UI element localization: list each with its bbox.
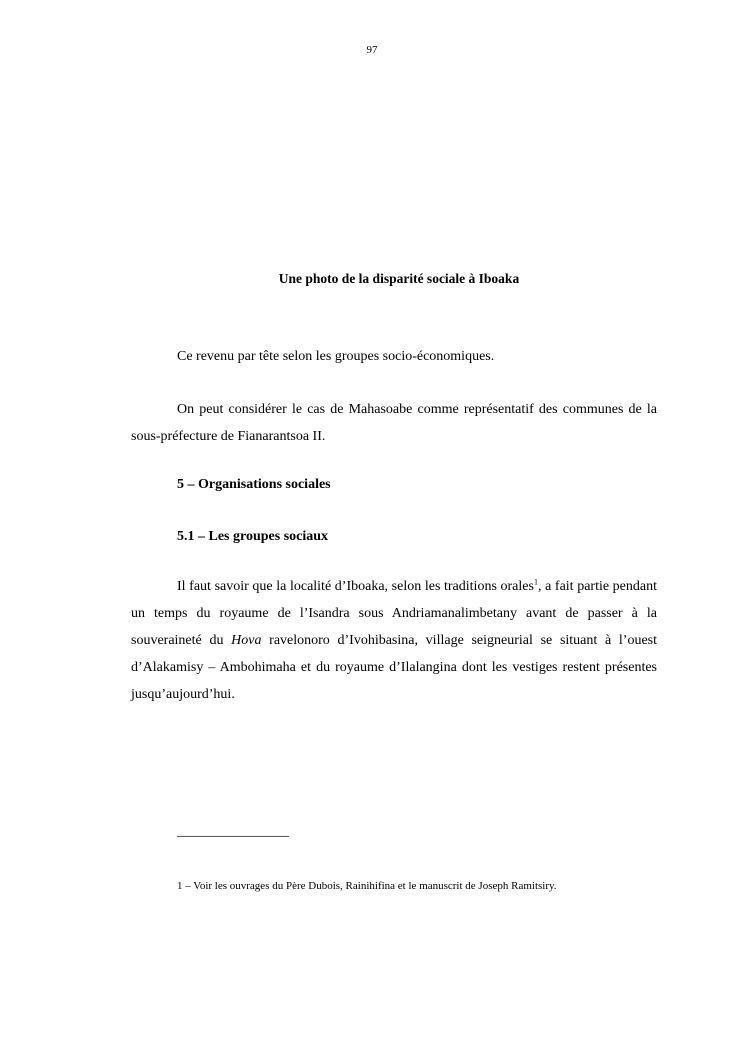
paragraph-iboaka-part2: , a fait partie pendant un temps du royaume de l’Isandra sous Andriamanalimbetany avant de passer à la souveraineté du (131, 579, 657, 648)
italic-hova: Hova (231, 633, 262, 648)
paragraph-revenu: Ce revenu par tête selon les groupes socio-économiques. (177, 349, 495, 364)
footnote-text: 1 – Voir les ouvrages du Père Dubois, Rainihifina et le manuscrit de Joseph Ramitsiry. (177, 880, 557, 892)
subsection-heading: 5.1 – Les groupes sociaux (177, 529, 329, 544)
footnote-reference: 1 (533, 577, 538, 587)
footnote-separator: ________________ (177, 824, 289, 839)
page-number: 97 (366, 44, 378, 56)
paragraph-iboaka (131, 573, 657, 708)
section-heading: 5 – Organisations sociales (177, 477, 331, 492)
paragraph-iboaka-part1: Il faut savoir que la localité d’Iboaka, selon les traditions orales (177, 579, 534, 594)
photo-caption: Une photo de la disparité sociale à Iboaka (278, 271, 520, 286)
paragraph-iboaka-part3: ravelonoro d’Ivohibasina, village seigneurial se situant à l’ouest d’Alakamisy – Ambohimaha et du royaume d’Ilalangina dont les vestiges restent présentes jusqu’aujourd’hui. (131, 633, 657, 702)
paragraph-mahasoabe: On peut considérer le cas de Mahasoabe comme représentatif des communes de la sous-préfecture de Fianarantsoa II. (131, 402, 657, 444)
